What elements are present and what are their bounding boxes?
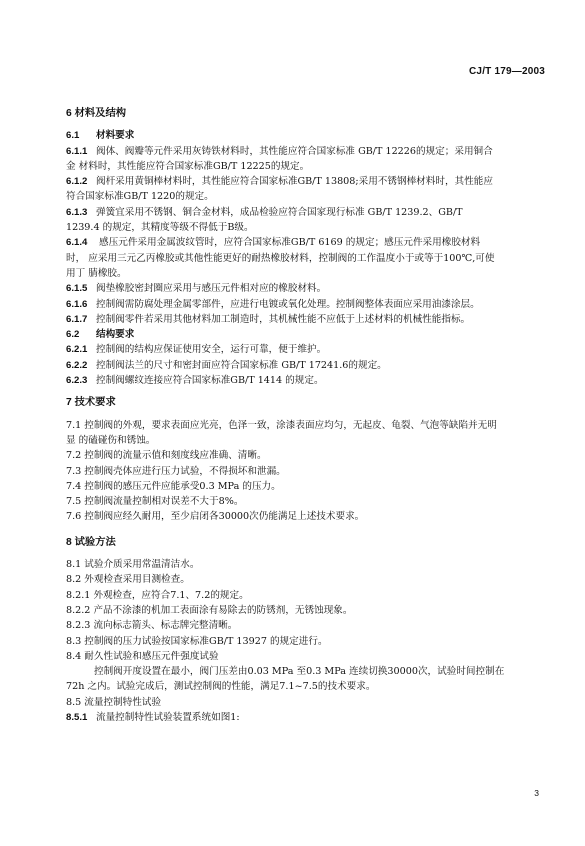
spacer: [66, 411, 548, 418]
numbered-paragraph: [66, 235, 548, 250]
clause-number: 6.1.4: [66, 237, 88, 249]
numbered-paragraph: [66, 358, 548, 373]
paragraph-line: 时， 应采用三元乙丙橡胶或其他性能更好的耐热橡胶材料，控制阀的工作温度小于或等于100℃,可使: [66, 252, 495, 264]
subsection-heading: [66, 128, 548, 143]
clause-number: 6.1.6: [66, 298, 88, 310]
paragraph-line: 8.1 试验介质采用常温清洁水。: [66, 559, 200, 571]
paragraph-line: 符合国家标准GB/T 1220的规定。: [66, 191, 214, 203]
clause-number: 6.2.3: [66, 375, 88, 387]
clause-number: 6.2.2: [66, 359, 88, 371]
numbered-paragraph: [66, 144, 548, 159]
numbered-paragraph: [66, 281, 548, 296]
spacer: [66, 121, 548, 128]
clause-number: 6.1.2: [66, 176, 88, 188]
clause-text: 材料要求: [96, 130, 135, 142]
numbered-paragraph: [66, 710, 548, 725]
paragraph-line: 8.3 控制阀的压力试验按国家标准GB/T 13927 的规定进行。: [66, 635, 328, 647]
clause-number: 6.1.3: [66, 206, 88, 218]
paragraph-line: 8.2 外观检查采用目测检查。: [66, 574, 190, 586]
clause-number: 6.1.1: [66, 145, 88, 157]
paragraph-line: 8.2.3 流向标志箭头、标志牌完整清晰。: [66, 620, 238, 632]
spacer: [66, 550, 548, 557]
numbered-paragraph: [66, 205, 548, 220]
paragraph-line: 7.5 控制阀流量控制相对误差不大于8%。: [66, 496, 244, 508]
clause-number: 8.5.1: [66, 711, 88, 723]
clause-number: 6.1.7: [66, 313, 88, 325]
subsection-heading: [66, 327, 548, 342]
clause-text: 阀体、阀瓣等元件采用灰铸铁材料时，其性能应符合国家标准 GB/T 12226的规定；采用铜合: [96, 145, 493, 157]
paragraph-line: 1239.4 的规定，其精度等级不得低于B级。: [66, 222, 254, 234]
clause-text: 阀杆采用黄铜棒材料时，其性能应符合国家标准GB/T 13808;采用不锈钢棒材料时，其性能应: [96, 176, 493, 188]
clause-text: 控制阀螺纹连接应符合国家标准GB/T 1414 的规定。: [96, 375, 324, 387]
clause-text: 流量控制特性试验装置系统如图1:: [96, 711, 240, 723]
spacer: [66, 525, 548, 535]
standard-header: CJ/T 179—2003: [469, 66, 545, 77]
numbered-paragraph: [66, 174, 548, 189]
paragraph-line: 8.5 流量控制特性试验: [66, 696, 162, 708]
spacer: [66, 388, 548, 395]
clause-text: 控制阀法兰的尺寸和密封面应符合国家标准 GB/T 17241.6的规定。: [96, 359, 387, 371]
clause-text: 阀垫橡胶密封圈应采用与感压元件相对应的橡胶材料。: [96, 283, 327, 295]
numbered-paragraph: [66, 373, 548, 388]
paragraph-line: 8.2.2 产品不涂漆的机加工表面涂有易除去的防锈剂，无锈蚀现象。: [66, 604, 353, 616]
paragraph-line: 显 的磕碰伤和锈蚀。: [66, 434, 156, 446]
clause-number: 6.1.5: [66, 283, 88, 295]
document-body: [66, 106, 548, 725]
paragraph-line: 7.4 控制阀的感压元件应能承受0.3 MPa 的压力。: [66, 480, 281, 492]
clause-text: 控制阀的结构应保证使用安全，运行可靠，便于维护。: [96, 344, 327, 356]
clause-number: 6.2.1: [66, 344, 88, 356]
paragraph-line: 72h 之内。试验完成后，测试控制阀的性能，满足7.1~7.5的技术要求。: [66, 681, 376, 693]
paragraph-line: 8.2.1 外观检查，应符合7.1、7.2的规定。: [66, 589, 249, 601]
paragraph-line: 8.4 耐久性试验和感压元件强度试验: [66, 650, 219, 662]
paragraph-line: 7.3 控制阀壳体应进行压力试验，不得损坏和泄漏。: [66, 465, 286, 477]
section-heading: 6 材料及结构: [66, 108, 127, 119]
numbered-paragraph: [66, 312, 548, 327]
clause-number: 6.1: [66, 130, 80, 142]
clause-text: 控制阀需防腐处理金属零部件，应进行电镀或氧化处理。控制阀整体表面应采用油漆涂层。: [96, 298, 480, 310]
clause-text: 感压元件采用金属波纹管时，应符合国家标准GB/T 6169 的规定；感压元件采用橡胶材料: [96, 237, 481, 249]
paragraph-line: 7.1 控制阀的外观，要求表面应光亮，色泽一致，涂漆表面应均匀，无起皮、龟裂、气泡等缺陷并无明: [66, 419, 497, 431]
section-heading: 8 试验方法: [66, 536, 116, 548]
paragraph-line: 控制阀开度设置在最小，阀门压差由0.03 MPa 至0.3 MPa 连续切换30000次，试验时间控制在: [94, 666, 505, 678]
paragraph-line: 7.2 控制阀的流量示值和刻度线应准确、清晰。: [66, 450, 267, 462]
page-number: 3: [534, 788, 539, 798]
clause-text: 控制阀零件若采用其他材料加工制造时，其机械性能不应低于上述材料的机械性能指标。: [96, 313, 471, 325]
clause-text: 弹簧宜采用不锈钢、铜合金材料，成品检验应符合国家现行标准 GB/T 1239.2、GB/T: [96, 206, 463, 218]
numbered-paragraph: [66, 342, 548, 357]
section-heading: 7 技术要求: [66, 397, 116, 409]
paragraph-line: 用丁 腈橡胶。: [66, 267, 127, 279]
clause-number: 6.2: [66, 329, 80, 341]
paragraph-line: 金 材料时，其性能应符合国家标准GB/T 12225的规定。: [66, 160, 310, 172]
numbered-paragraph: [66, 297, 548, 312]
clause-text: 结构要求: [96, 329, 135, 341]
paragraph-line: 7.6 控制阀应经久耐用，至少启闭各30000次仍能满足上述技术要求。: [66, 511, 365, 523]
